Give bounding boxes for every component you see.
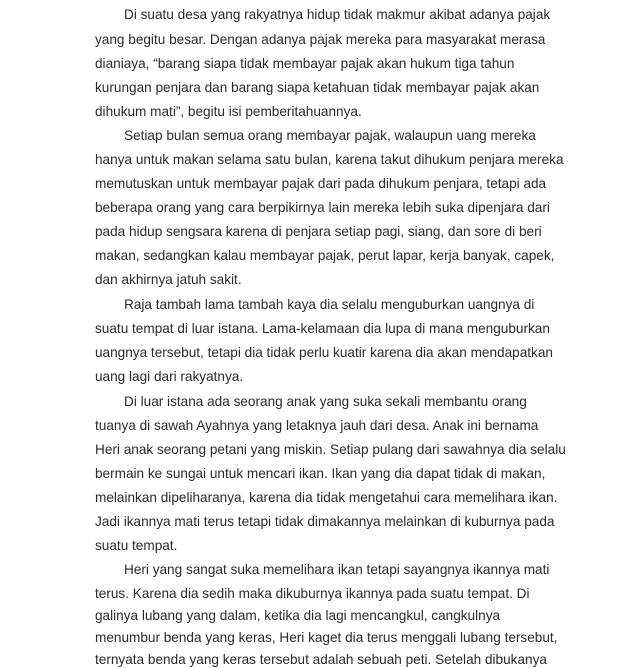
- text-line: suatu tempat di luar istana. Lama-kelamaan dia lupa di mana menguburkan: [95, 321, 550, 336]
- text-line: uang lagi dari rakyatnya.: [95, 369, 244, 384]
- text-line: Jadi ikannya mati terus tetapi tidak dimakannya melainkan di kuburnya pada: [95, 514, 555, 529]
- text-line: menumbur benda yang keras, Heri kaget dia terus menggali lubang tersebut,: [95, 630, 558, 645]
- text-line: makan, sedangkan kalau membayar pajak, perut lapar, kerja banyak, capek,: [95, 248, 555, 263]
- text-line: tuanya di sawah Ayahnya yang letaknya jauh dari desa. Anak ini bernama: [95, 418, 539, 433]
- text-line: terus. Karena dia sedih maka dikuburnya ikannya pada suatu tempat. Di: [95, 586, 530, 601]
- text-line: dan akhirnya jatuh sakit.: [95, 272, 242, 287]
- text-line: yang begitu besar. Dengan adanya pajak mereka para masyarakat merasa: [95, 32, 546, 47]
- text-line: beberapa orang yang cara berpikirnya lain mereka lebih suka dipenjara dari: [95, 200, 550, 215]
- text-line: ternyata benda yang keras tersebut adalah sebuah peti. Setelah dibukanya: [95, 652, 547, 667]
- text-line: Di suatu desa yang rakyatnya hidup tidak makmur akibat adanya pajak: [124, 7, 551, 22]
- text-line: Di luar istana ada seorang anak yang suka sekali membantu orang: [124, 394, 527, 409]
- text-line: hanya untuk makan selama satu bulan, karena takut dihukum penjara mereka: [95, 152, 564, 167]
- text-line: Raja tambah lama tambah kaya dia selalu menguburkan uangnya di: [124, 297, 535, 312]
- text-line: bermain ke sungai untuk mencari ikan. Ikan yang dia dapat tidak di makan,: [95, 466, 546, 481]
- text-line: uangnya tersebut, tetapi dia tidak perlu kuatir karena dia akan mendapatkan: [95, 345, 553, 360]
- text-line: pada hidup sengsara karena di penjara setiap pagi, siang, dan sore di beri: [95, 224, 542, 239]
- text-line: memutuskan untuk membayar pajak dari pada dihukum penjara, tetapi ada: [95, 176, 547, 191]
- text-line: melainkan dipeliharanya, karena dia tidak mengetahui cara memelihara ikan.: [95, 490, 558, 505]
- text-line: galinya lubang yang dalam, ketika dia lagi mencangkul, cangkulnya: [95, 608, 501, 623]
- text-line: dianiaya, “barang siapa tidak membayar pajak akan hukum tiga tahun: [95, 56, 515, 71]
- text-line: Heri anak seorang petani yang miskin. Setiap pulang dari sawahnya dia selalu: [95, 442, 566, 457]
- text-line: kurungan penjara dan barang siapa ketahuan tidak membayar pajak akan: [95, 80, 540, 95]
- text-line: suatu tempat.: [95, 538, 178, 553]
- text-line: dihukum mati”, begitu isi pemberitahuannya.: [95, 104, 362, 119]
- text-line: Setiap bulan semua orang membayar pajak, walaupun uang mereka: [124, 128, 536, 143]
- text-line: Heri yang sangat suka memelihara ikan tetapi sayangnya ikannya mati: [124, 562, 550, 577]
